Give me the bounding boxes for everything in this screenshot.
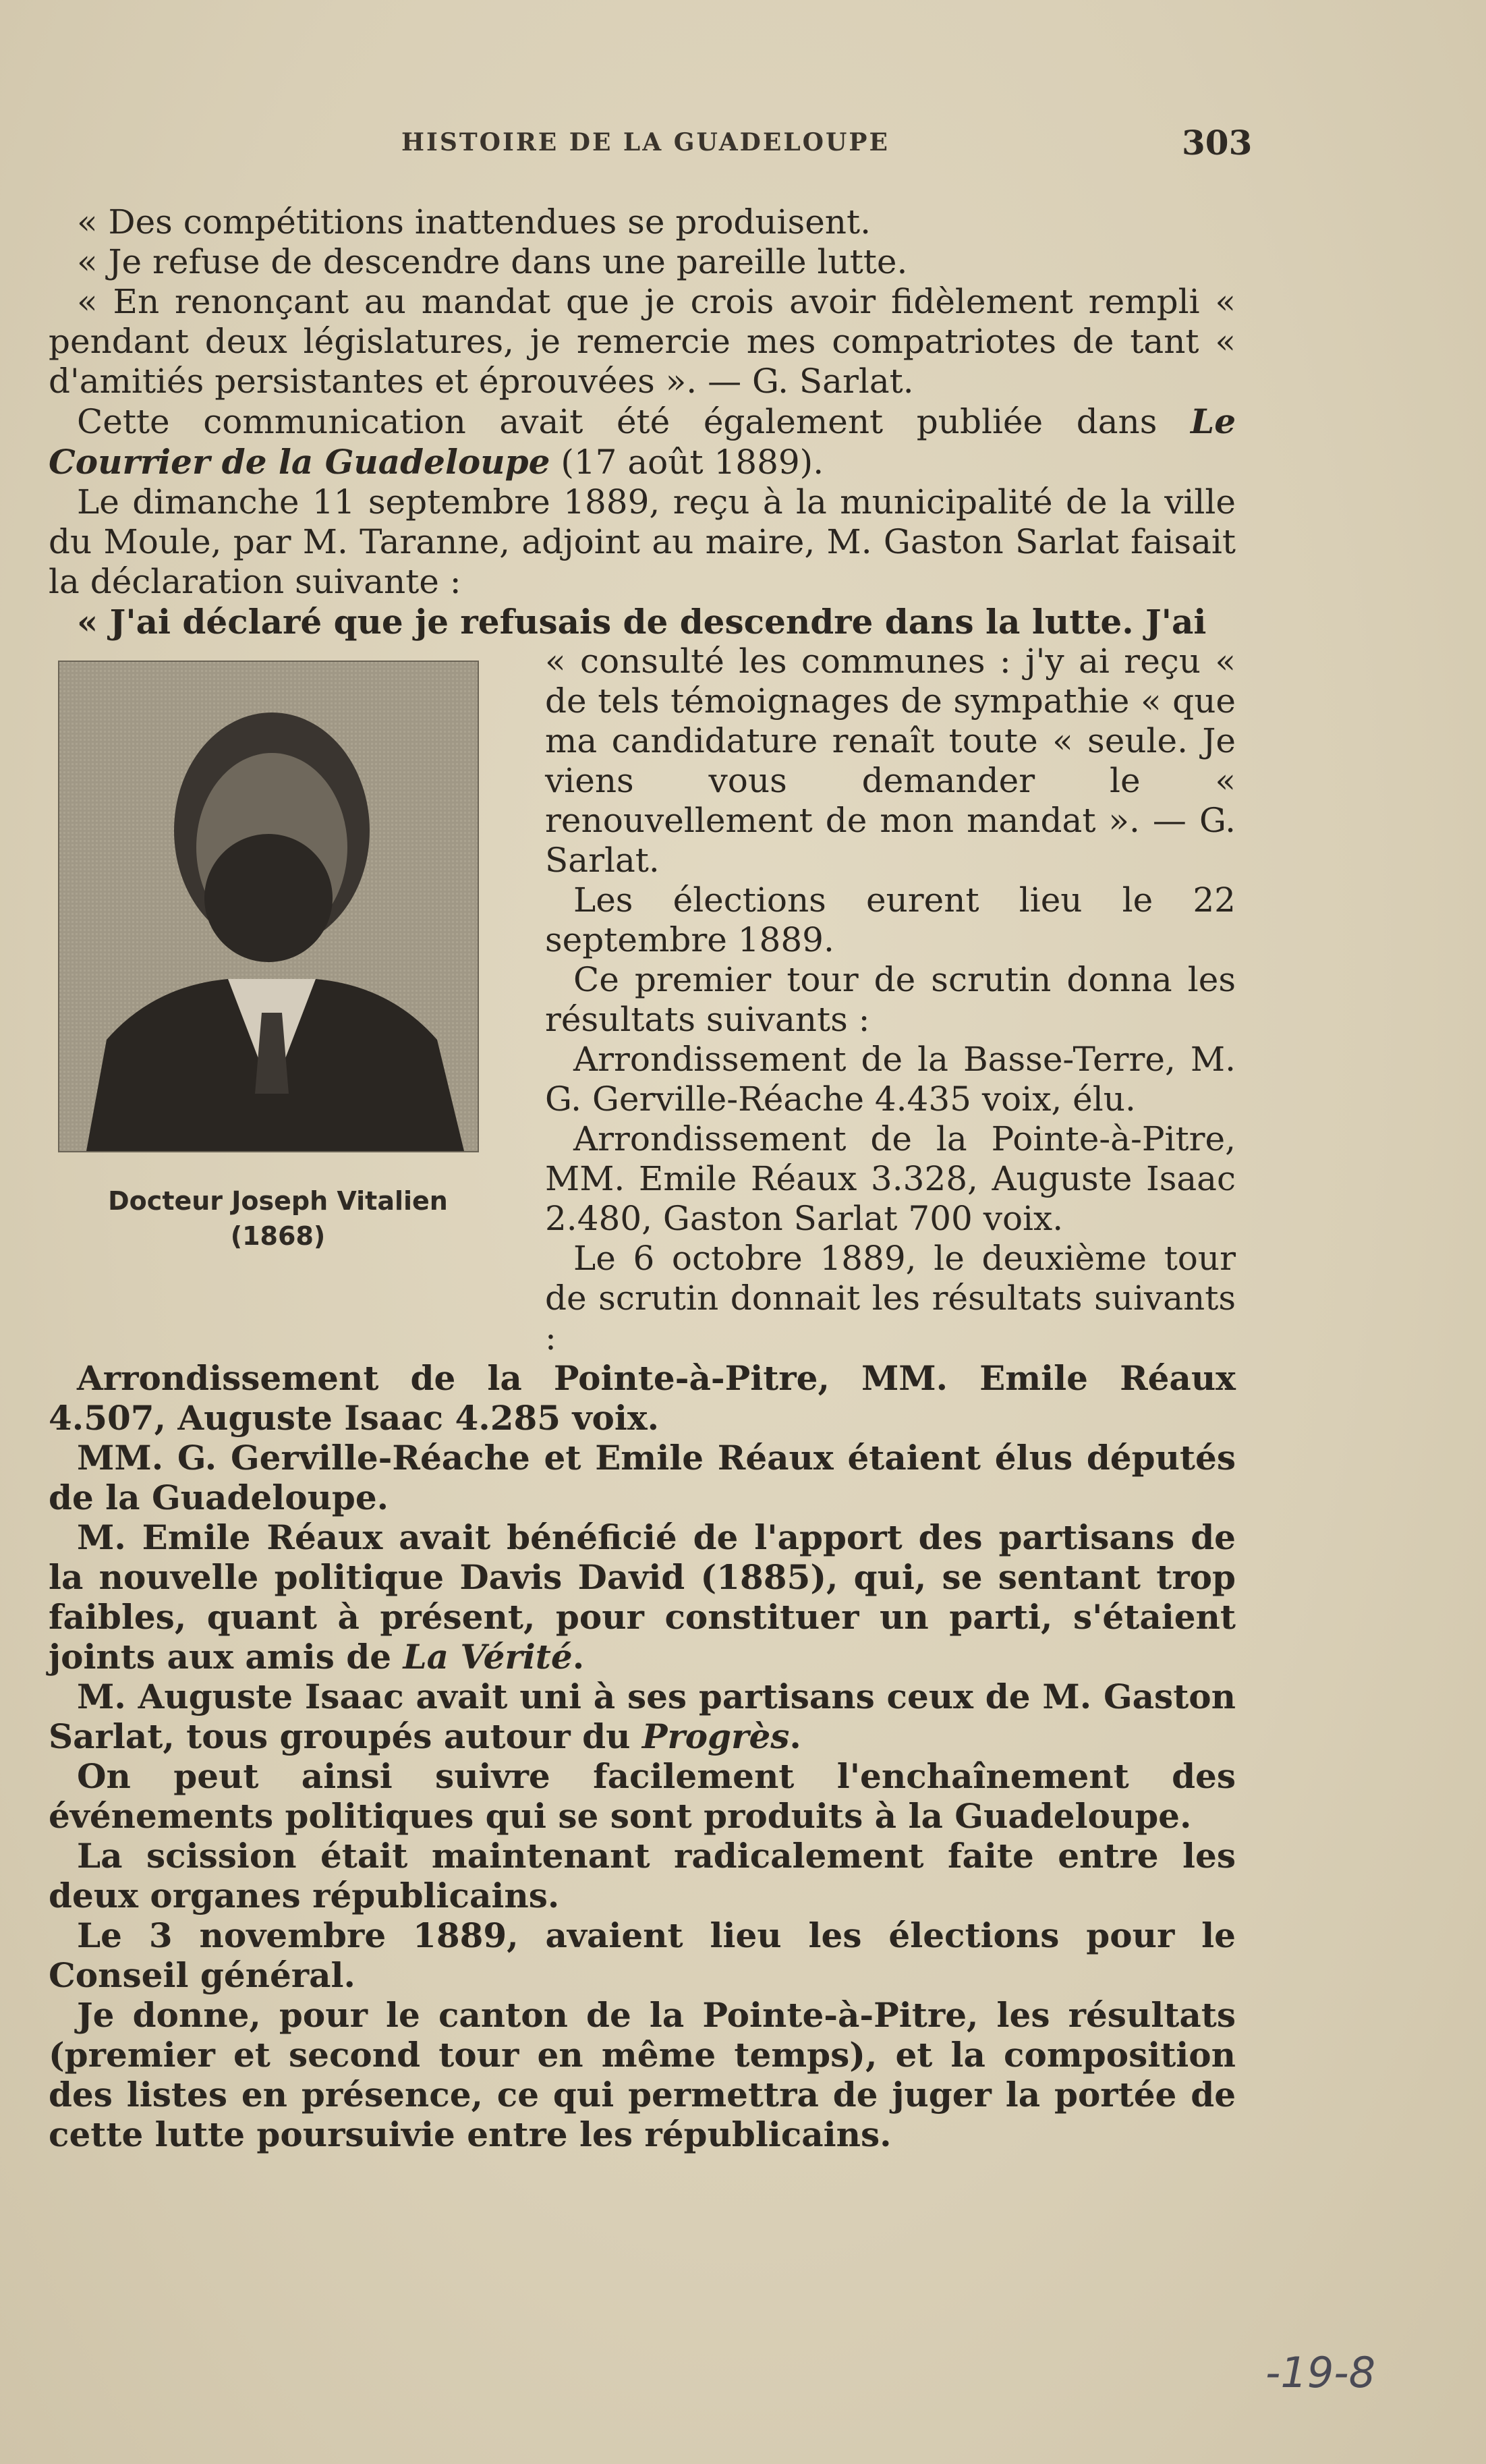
text-run: .: [789, 1716, 801, 1756]
newspaper-title: Le Courrier de la Guadeloupe: [49, 401, 1236, 482]
paragraph: Le 6 octobre 1889, le deuxième tour de scrutin donnait les résultats suivants :: [545, 1239, 1236, 1357]
paragraph: Arrondissement de la Pointe-à-Pitre, MM. Emile Réaux 3.328, Auguste Isaac 2.480, Gaston Sarlat 700 voix.: [545, 1119, 1236, 1238]
paragraph: « Des compétitions inattendues se produisent.: [77, 202, 871, 242]
paragraph: Le dimanche 11 septembre 1889, reçu à la municipalité de la ville du Moule, par M. Taranne, adjoint au maire, M. Gaston Sarlat faisait la déclaration suivante :: [49, 482, 1236, 601]
paragraph: Le 3 novembre 1889, avaient lieu les élections pour le Conseil général.: [49, 1915, 1236, 1995]
paragraph: « J'ai déclaré que je refusais de descendre dans la lutte. J'ai: [77, 602, 1207, 642]
portrait-image: [59, 662, 478, 1151]
paragraph-isaac: [49, 1677, 1236, 1756]
paragraph: Arrondissement de la Basse-Terre, M. G. Gerville-Réache 4.435 voix, élu.: [545, 1040, 1236, 1119]
text-run: (17 août 1889).: [550, 443, 824, 482]
handwritten-annotation: -19-8: [1265, 2348, 1376, 2397]
paragraph: La scission était maintenant radicalement faite entre les deux organes républicains.: [49, 1836, 1236, 1915]
newspaper-title: Progrès: [641, 1716, 790, 1756]
text-run: M. Emile Réaux avait bénéficié de l'apport des partisans de la nouvelle politique Davis David (1885), qui, se sentant trop faibles, quant à présent, pour constituer un parti, s'étaient joints aux amis de: [49, 1517, 1236, 1677]
paragraph-reaux: [49, 1517, 1236, 1677]
portrait-figure: [49, 655, 507, 1343]
text-run: Cette communication avait été également publiée dans: [77, 402, 1191, 441]
paragraph: « En renonçant au mandat que je crois avoir fidèlement rempli « pendant deux législatures, je remercie mes compatriotes de tant « d'amitiés persistantes et éprouvées ». — G. Sarlat.: [49, 282, 1236, 401]
running-title: HISTOIRE DE LA GUADELOUPE: [401, 128, 890, 157]
newspaper-title: La Vérité: [403, 1637, 573, 1677]
text-run: M. Auguste Isaac avait uni à ses partisans ceux de M. Gaston Sarlat, tous groupés autour du: [49, 1677, 1236, 1756]
paragraph: Ce premier tour de scrutin donna les résultats suivants :: [545, 960, 1236, 1039]
paragraph: Arrondissement de la Pointe-à-Pitre, MM. Emile Réaux 4.507, Auguste Isaac 4.285 voix.: [49, 1358, 1236, 1438]
paragraph: Je donne, pour le canton de la Pointe-à-Pitre, les résultats (premier et second tour en même temps), et la composition des listes en présence, ce qui permettra de juger la portée de cette lutte poursuivie entre les républicains.: [49, 1995, 1236, 2154]
body-text: [49, 202, 1236, 2154]
page-number: 303: [1182, 123, 1253, 163]
figure-caption: [49, 1183, 507, 1254]
text-run: .: [572, 1637, 585, 1677]
caption-name: Docteur Joseph Vitalien: [108, 1186, 448, 1216]
paragraph: Les élections eurent lieu le 22 septembre 1889.: [545, 880, 1236, 959]
paragraph: « consulté les communes : j'y ai reçu « de tels témoignages de sympathie « que ma candidature renaît toute « seule. Je viens vous demander le « renouvellement de mon mandat ». — G. Sarlat.: [545, 642, 1236, 880]
caption-year: (1868): [230, 1221, 326, 1251]
paragraph: MM. G. Gerville-Réache et Emile Réaux étaient élus députés de la Guadeloupe.: [49, 1438, 1236, 1517]
paragraph-courrier: [49, 401, 1236, 482]
paragraph: On peut ainsi suivre facilement l'enchaînement des événements politiques qui se sont produits à la Guadeloupe.: [49, 1756, 1236, 1836]
portrait-photo: [58, 661, 479, 1152]
paragraph: « Je refuse de descendre dans une pareille lutte.: [77, 242, 908, 281]
